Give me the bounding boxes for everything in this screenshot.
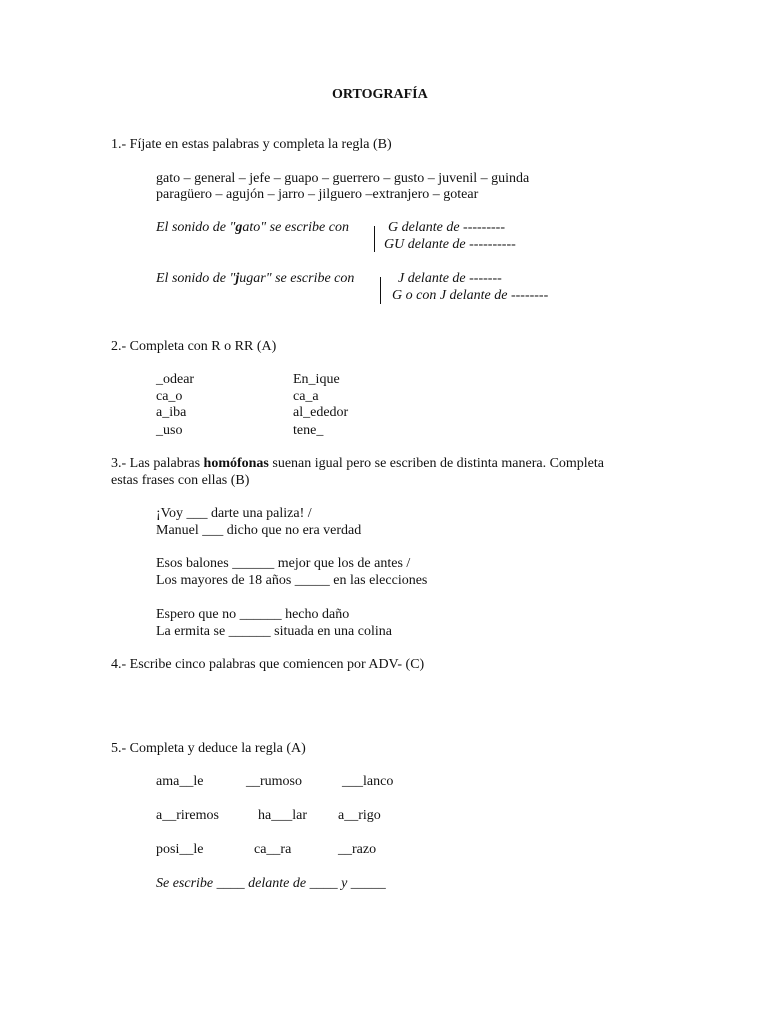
q5-word: __rumoso [246, 774, 302, 789]
q5-word: ___lanco [342, 774, 394, 789]
q1-words-line-2: paragüero – agujón – jarro – jilguero –extranjero – gotear [156, 187, 479, 202]
q3-heading-line-2: estas frases con ellas (B) [111, 473, 250, 488]
q2-word: tene_ [293, 423, 324, 438]
q5-word: __razo [338, 842, 377, 857]
q2-word: En_ique [293, 372, 340, 387]
q1-rule-gato-option-a: G delante de --------- [388, 220, 505, 235]
q2-word: _odear [156, 372, 195, 387]
q2-word: ca_o [156, 389, 183, 404]
q1-rule-jugar-option-b: G o con J delante de -------- [392, 288, 549, 303]
q4-heading: 4.- Escribe cinco palabras que comiencen por ADV- (C) [111, 657, 425, 672]
q1-rule-gato: El sonido de "gato" se escribe con [156, 220, 349, 235]
q1-heading: 1.- Fíjate en estas palabras y completa la regla (B) [111, 137, 392, 152]
q5-word: a__riremos [156, 808, 219, 823]
q1-rule-jugar: El sonido de "jugar" se escribe con [156, 271, 355, 286]
q5-heading: 5.- Completa y deduce la regla (A) [111, 741, 306, 756]
q3-heading: 3.- Las palabras homófonas suenan igual pero se escriben de distinta manera. Completa [111, 456, 605, 471]
q2-heading: 2.- Completa con R o RR (A) [111, 339, 277, 354]
q3-sentence: Manuel ___ dicho que no era verdad [156, 523, 362, 538]
q1-rule-gato-option-b: GU delante de ---------- [384, 237, 516, 252]
q3-sentence: Espero que no ______ hecho daño [156, 607, 350, 622]
q5-word: posi__le [156, 842, 204, 857]
q5-word: ama__le [156, 774, 204, 789]
q2-word: a_iba [156, 405, 187, 420]
q2-word: al_ededor [293, 405, 349, 420]
q5-word: ha___lar [258, 808, 307, 823]
q1-rule-jugar-option-a: J delante de ------- [398, 271, 502, 286]
page-title: ORTOGRAFÍA [332, 87, 428, 102]
q1-rule-gato-bracket [374, 226, 375, 252]
q2-word: _uso [156, 423, 183, 438]
q1-rule-jugar-bracket [380, 277, 381, 304]
q2-word: ca_a [293, 389, 319, 404]
q3-sentence: La ermita se ______ situada en una colina [156, 624, 392, 639]
q3-sentence: ¡Voy ___ darte una paliza! / [156, 506, 312, 521]
q3-sentence: Esos balones ______ mejor que los de antes / [156, 556, 411, 571]
q5-rule: Se escribe ____ delante de ____ y _____ [156, 876, 386, 891]
q5-word: a__rigo [338, 808, 381, 823]
q1-words-line-1: gato – general – jefe – guapo – guerrero – gusto – juvenil – guinda [156, 171, 530, 186]
q5-word: ca__ra [254, 842, 292, 857]
q3-sentence: Los mayores de 18 años _____ en las elecciones [156, 573, 428, 588]
